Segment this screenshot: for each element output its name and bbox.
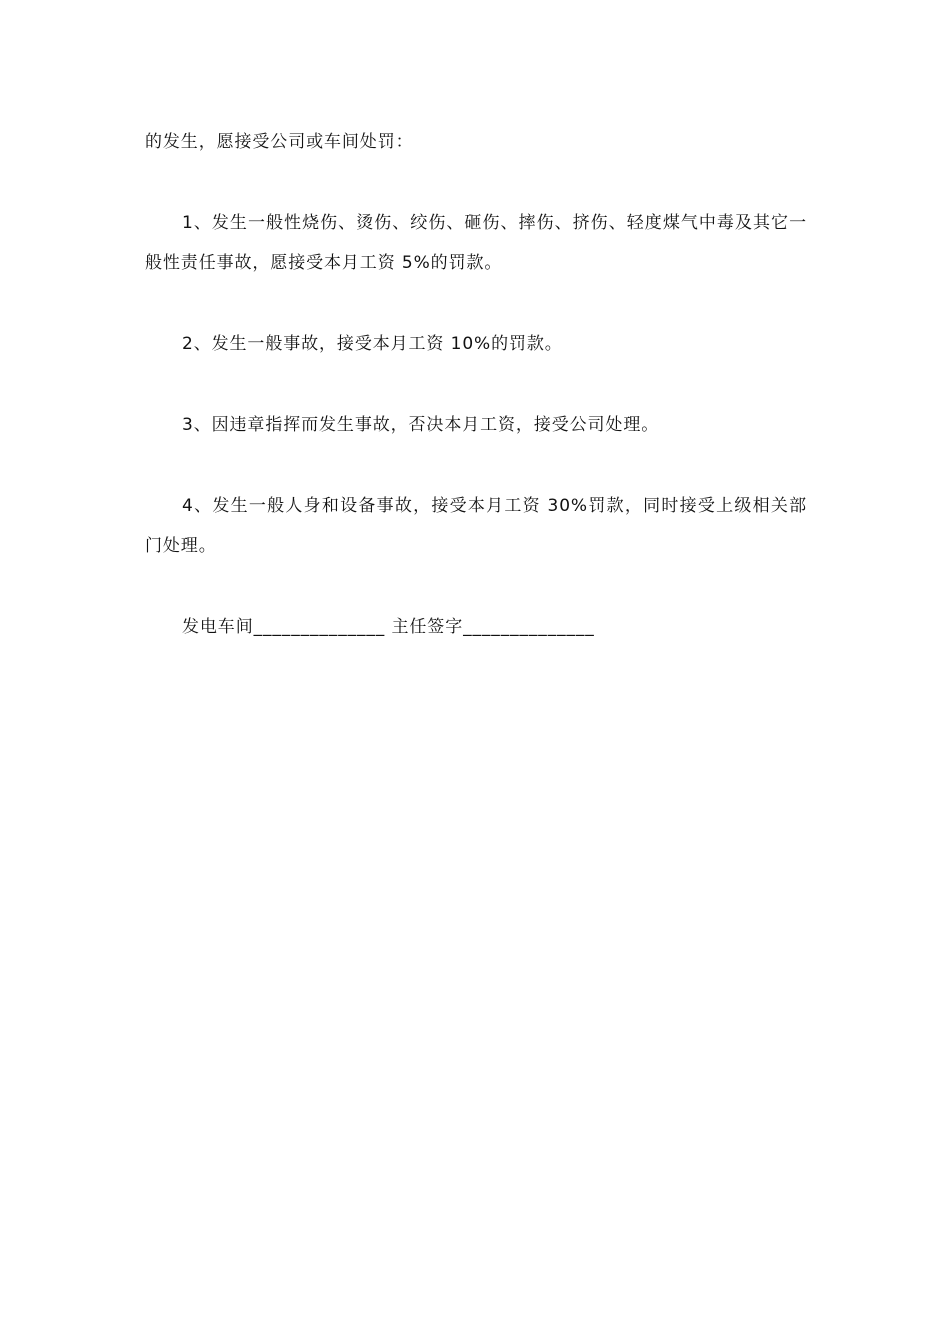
signature-line: [145, 607, 807, 647]
penalty-item-2: 2、发生一般事故，接受本月工资 10%的罚款。: [182, 334, 563, 354]
penalty-item-1: 1、发生一般性烧伤、烫伤、绞伤、砸伤、摔伤、挤伤、轻度煤气中毒及其它一般性责任事故，愿接受本月工资 5%的罚款。: [145, 213, 807, 273]
document-body: [145, 122, 807, 647]
intro-paragraph: 的发生，愿接受公司或车间处罚：: [145, 132, 414, 152]
director-signature-field: 主任签字______________: [385, 617, 595, 637]
workshop-signature-field: 发电车间______________: [182, 617, 386, 637]
penalty-item-3: 3、因违章指挥而发生事故，否决本月工资，接受公司处理。: [182, 415, 660, 435]
penalty-item-4: 4、发生一般人身和设备事故，接受本月工资 30%罚款，同时接受上级相关部门处理。: [145, 496, 807, 556]
